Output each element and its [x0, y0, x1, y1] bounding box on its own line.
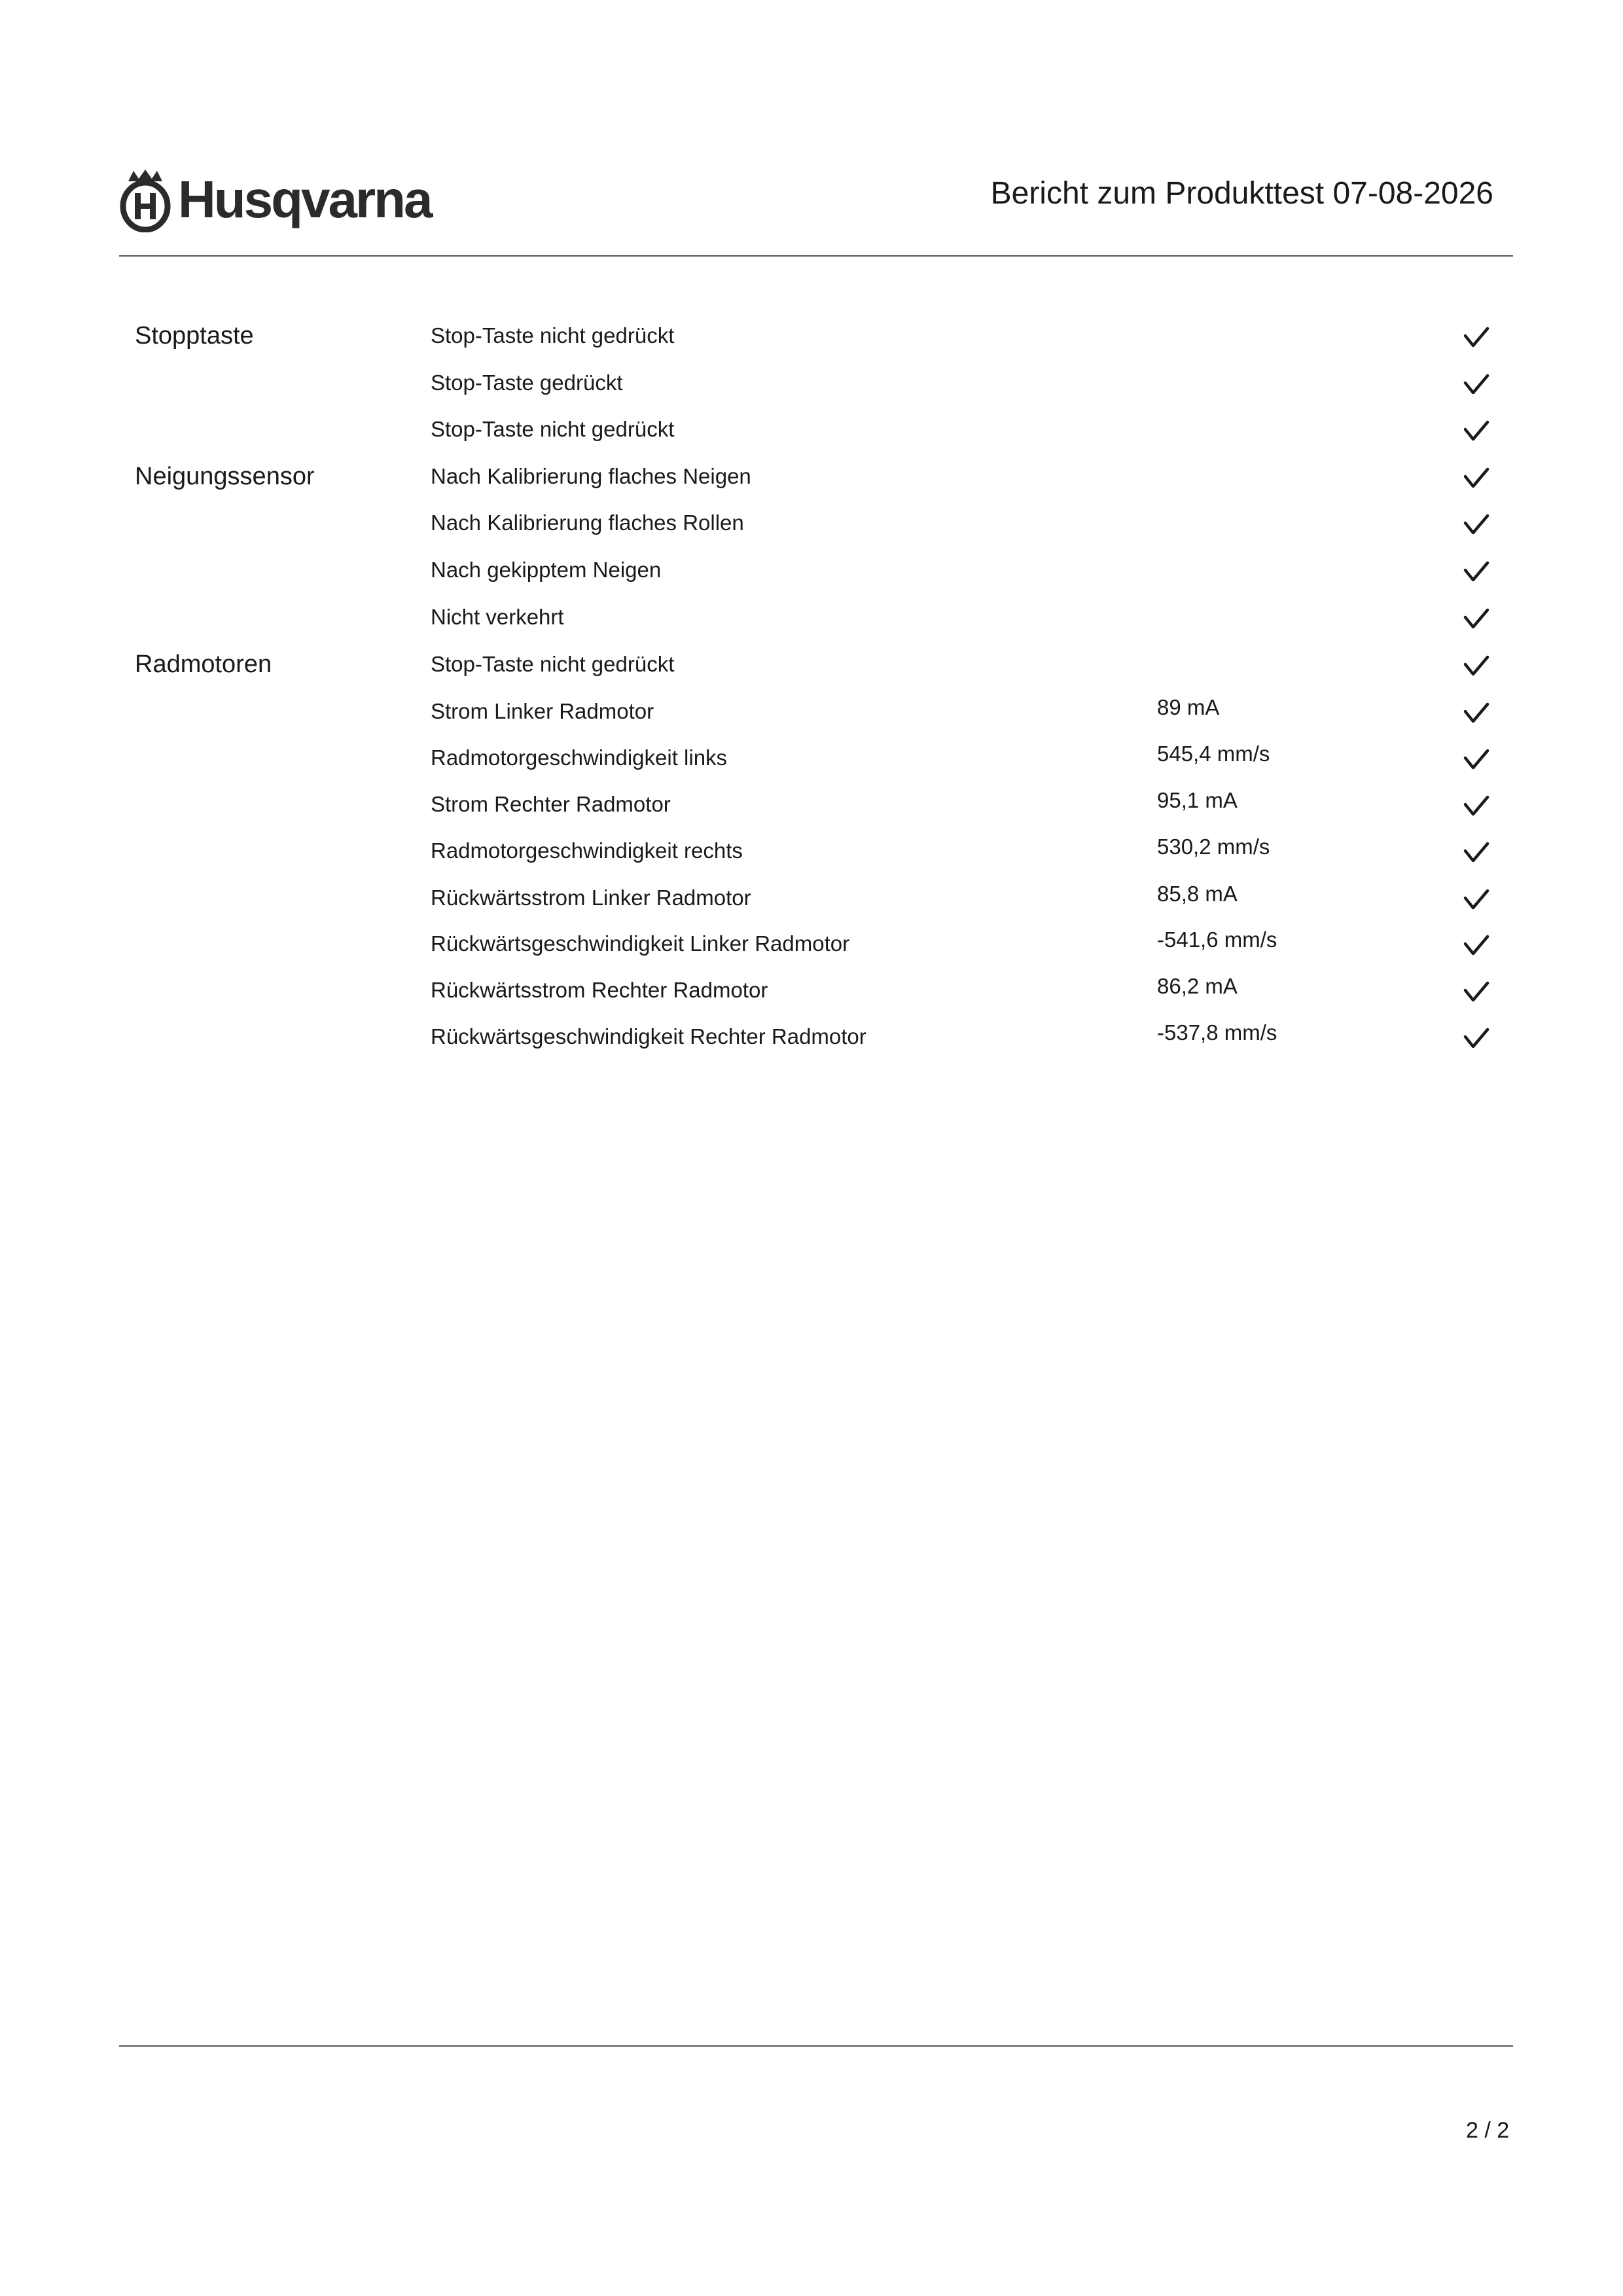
page-number: 2 / 2 [1466, 2118, 1510, 2143]
brand-logo [119, 164, 431, 236]
measured-value: 89 mA [1157, 695, 1220, 719]
measured-value: 545,4 mm/s [1157, 742, 1270, 766]
test-name: Strom Rechter Radmotor [431, 792, 671, 816]
measured-value: 85,8 mA [1157, 882, 1238, 906]
table-row [0, 500, 1623, 547]
test-name: Stop-Taste nicht gedrückt [431, 652, 675, 676]
table-row [0, 967, 1623, 1014]
check-icon [1463, 420, 1489, 442]
test-name: Stop-Taste nicht gedrückt [431, 323, 675, 348]
check-icon [1463, 560, 1489, 583]
test-name: Nach Kalibrierung flaches Neigen [431, 464, 751, 488]
test-name: Nach Kalibrierung flaches Rollen [431, 511, 744, 535]
table-row [0, 547, 1623, 594]
test-name: Radmotorgeschwindigkeit links [431, 745, 728, 770]
check-icon [1463, 655, 1489, 677]
check-icon [1463, 795, 1489, 817]
measured-value: -541,6 mm/s [1157, 927, 1277, 952]
test-name: Rückwärtsstrom Rechter Radmotor [431, 978, 768, 1002]
check-icon [1463, 841, 1489, 863]
table-row [0, 781, 1623, 829]
measured-value: -537,8 mm/s [1157, 1020, 1277, 1045]
check-icon [1463, 513, 1489, 535]
test-name: Stop-Taste nicht gedrückt [431, 417, 675, 441]
test-name: Radmotorgeschwindigkeit rechts [431, 838, 743, 863]
table-row [0, 454, 1623, 501]
footer-divider [119, 2045, 1513, 2047]
table-row [0, 641, 1623, 689]
table-row [0, 921, 1623, 968]
check-icon [1463, 326, 1489, 348]
check-icon [1463, 980, 1489, 1003]
check-icon [1463, 748, 1489, 770]
table-row [0, 1014, 1623, 1061]
brand-name: Husqvarna [178, 170, 431, 228]
check-icon [1463, 702, 1489, 724]
table-row [0, 406, 1623, 454]
test-name: Rückwärtsgeschwindigkeit Linker Radmotor [431, 931, 850, 956]
test-name: Stop-Taste gedrückt [431, 370, 623, 395]
husqvarna-crown-h-icon [119, 167, 171, 232]
header-divider [119, 255, 1513, 257]
check-icon [1463, 467, 1489, 489]
table-row [0, 828, 1623, 875]
check-icon [1463, 607, 1489, 630]
check-icon [1463, 888, 1489, 910]
test-name: Nach gekipptem Neigen [431, 558, 662, 582]
category-label: Radmotoren [135, 651, 272, 678]
measured-value: 86,2 mA [1157, 974, 1238, 998]
test-name: Nicht verkehrt [431, 605, 564, 629]
check-icon [1463, 373, 1489, 395]
category-label: Neigungssensor [135, 463, 315, 490]
table-row [0, 313, 1623, 360]
test-name: Rückwärtsstrom Linker Radmotor [431, 886, 751, 910]
table-row [0, 594, 1623, 641]
test-name: Rückwärtsgeschwindigkeit Rechter Radmotor [431, 1024, 866, 1049]
table-row [0, 689, 1623, 736]
measured-value: 530,2 mm/s [1157, 834, 1270, 859]
category-label: Stopptaste [135, 322, 254, 350]
table-row [0, 360, 1623, 407]
table-row [0, 875, 1623, 922]
page-header [119, 164, 1493, 236]
check-icon [1463, 934, 1489, 956]
measured-value: 95,1 mA [1157, 788, 1238, 812]
check-icon [1463, 1027, 1489, 1049]
report-title: Bericht zum Produkttest 07-08-2026 [990, 176, 1493, 211]
test-name: Strom Linker Radmotor [431, 699, 654, 723]
table-row [0, 735, 1623, 782]
